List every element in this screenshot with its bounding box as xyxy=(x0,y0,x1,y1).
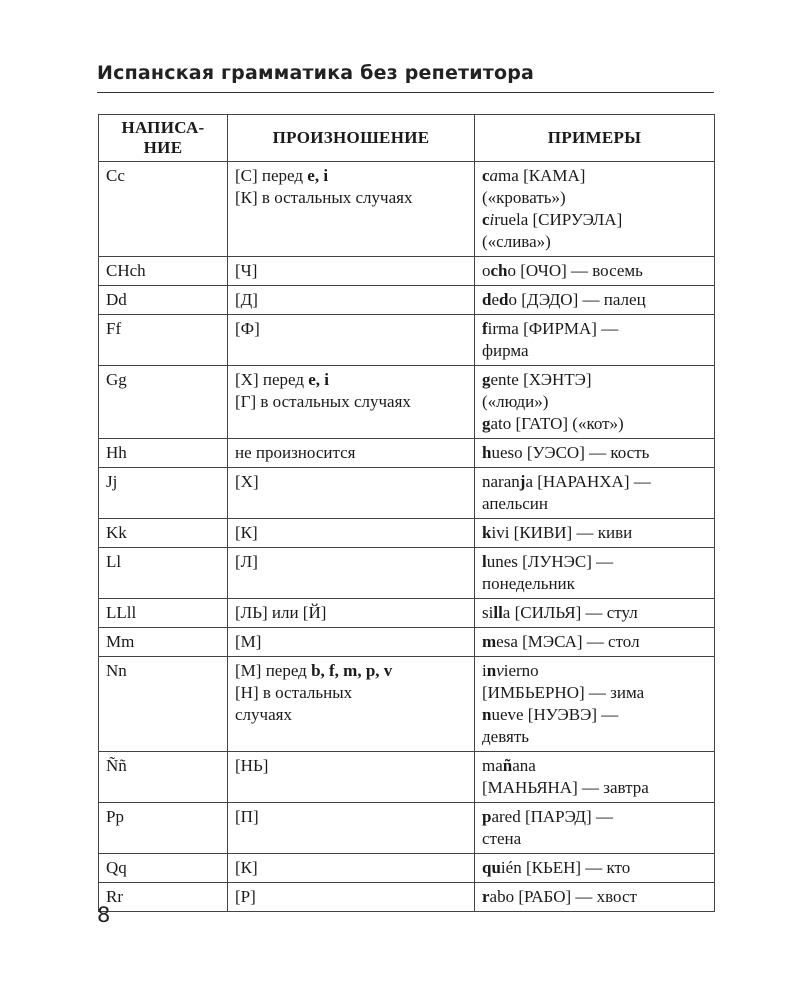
pronunciation-line xyxy=(235,369,468,391)
pronunciation-text: [Г] в остальных случаях xyxy=(235,392,411,411)
example-text: стена xyxy=(482,829,522,848)
pronunciation-text: [ЛЬ] или [Й] xyxy=(235,603,327,622)
table-header xyxy=(99,115,715,162)
example-line xyxy=(482,187,708,209)
example-text: («слива») xyxy=(482,232,551,251)
examples-cell xyxy=(475,315,715,366)
example-text: f xyxy=(482,319,488,338)
example-line xyxy=(482,493,708,515)
pronunciation-text: [М] xyxy=(235,632,262,651)
pronunciation-cell xyxy=(228,628,475,657)
example-line xyxy=(482,602,708,624)
example-text: naran xyxy=(482,472,520,491)
letter-cell: Nn xyxy=(99,657,228,752)
example-text: a xyxy=(489,166,499,185)
pronunciation-cell xyxy=(228,752,475,803)
example-line xyxy=(482,231,708,253)
example-text: irma [ФИРМА] — xyxy=(487,319,619,338)
examples-cell xyxy=(475,883,715,912)
example-text: j xyxy=(519,472,526,491)
example-text: e xyxy=(491,290,500,309)
letter-cell: Mm xyxy=(99,628,228,657)
example-line xyxy=(482,682,708,704)
example-text: n xyxy=(482,705,492,724)
example-line xyxy=(482,289,708,311)
examples-cell xyxy=(475,519,715,548)
example-text: («кровать») xyxy=(482,188,566,207)
example-text: ana xyxy=(512,756,536,775)
header-divider xyxy=(97,92,714,93)
pronunciation-text: [Д] xyxy=(235,290,258,309)
pronunciation-line xyxy=(235,755,468,777)
example-text: ch xyxy=(490,261,508,280)
pronunciation-cell xyxy=(228,883,475,912)
pronunciation-cell xyxy=(228,599,475,628)
table-row xyxy=(99,883,715,912)
pronunciation-text: [П] xyxy=(235,807,259,826)
table-row xyxy=(99,315,715,366)
examples-cell xyxy=(475,628,715,657)
pronunciation-text: e, i xyxy=(307,166,329,185)
example-line xyxy=(482,806,708,828)
example-text: d xyxy=(482,290,492,309)
letter-cell: Dd xyxy=(99,286,228,315)
pronunciation-text: [М] перед xyxy=(235,661,312,680)
example-line xyxy=(482,209,708,231)
examples-cell xyxy=(475,257,715,286)
pronunciation-text: [Х] xyxy=(235,472,259,491)
pronunciation-text: не произносится xyxy=(235,443,356,462)
examples-cell xyxy=(475,803,715,854)
column-header-spelling xyxy=(99,115,228,162)
pronunciation-text: [Н] в остальных xyxy=(235,683,353,702)
table-row xyxy=(99,366,715,439)
table-row xyxy=(99,257,715,286)
examples-cell xyxy=(475,366,715,439)
example-text: ma [КАМА] xyxy=(498,166,586,185)
pronunciation-line xyxy=(235,391,468,413)
example-line xyxy=(482,340,708,362)
column-header-examples: ПРИМЕРЫ xyxy=(475,115,715,162)
example-text: abo [РАБО] — хвост xyxy=(489,887,637,906)
pronunciation-line xyxy=(235,551,468,573)
example-line xyxy=(482,886,708,908)
example-text: ueve [НУЭВЭ] — xyxy=(491,705,619,724)
example-text: o [ОЧО] — восемь xyxy=(507,261,643,280)
examples-cell xyxy=(475,599,715,628)
example-text: фирма xyxy=(482,341,529,360)
example-text: qu xyxy=(482,858,501,877)
example-text: ente [ХЭНТЭ] xyxy=(490,370,592,389)
example-line xyxy=(482,704,708,726)
pronunciation-cell xyxy=(228,854,475,883)
example-line xyxy=(482,777,708,799)
pronunciation-text: [Р] xyxy=(235,887,256,906)
pronunciation-line xyxy=(235,631,468,653)
example-line xyxy=(482,318,708,340)
letter-cell: Kk xyxy=(99,519,228,548)
example-text: ueso [УЭСО] — кость xyxy=(491,443,650,462)
example-line xyxy=(482,573,708,595)
pronunciation-cell xyxy=(228,657,475,752)
example-text: понедельник xyxy=(482,574,575,593)
table-row xyxy=(99,657,715,752)
example-text: апельсин xyxy=(482,494,548,513)
pronunciation-line xyxy=(235,886,468,908)
spanish-alphabet-table xyxy=(98,114,715,912)
example-text: m xyxy=(482,632,497,651)
example-text: («люди») xyxy=(482,392,549,411)
column-header-pronunciation: ПРОИЗНОШЕНИЕ xyxy=(228,115,475,162)
pronunciation-text: [С] перед xyxy=(235,166,308,185)
letter-cell: Cc xyxy=(99,162,228,257)
example-text: i xyxy=(482,661,487,680)
example-line xyxy=(482,522,708,544)
pronunciation-text: [К] в остальных случаях xyxy=(235,188,413,207)
pronunciation-text: [К] xyxy=(235,523,258,542)
example-text: ll xyxy=(493,603,503,622)
pronunciation-line xyxy=(235,187,468,209)
example-text: o xyxy=(482,261,491,280)
pronunciation-text: [К] xyxy=(235,858,258,877)
example-text: ierno xyxy=(503,661,539,680)
example-text: ruela [СИРУЭЛА] xyxy=(494,210,623,229)
example-text: r xyxy=(482,887,490,906)
examples-cell xyxy=(475,286,715,315)
table-row xyxy=(99,854,715,883)
table-body xyxy=(99,162,715,912)
example-text: h xyxy=(482,443,492,462)
examples-cell xyxy=(475,439,715,468)
examples-cell xyxy=(475,468,715,519)
example-text: ato [ГАТО] («кот») xyxy=(490,414,624,433)
pronunciation-text: b, f, m, p, v xyxy=(311,661,393,680)
example-text: c xyxy=(482,210,490,229)
pronunciation-cell xyxy=(228,257,475,286)
examples-cell xyxy=(475,657,715,752)
table-header-row xyxy=(99,115,715,162)
pronunciation-line xyxy=(235,857,468,879)
pronunciation-line xyxy=(235,522,468,544)
example-line xyxy=(482,260,708,282)
letter-cell: Ff xyxy=(99,315,228,366)
example-text: o [ДЭДО] — палец xyxy=(508,290,646,309)
example-text: g xyxy=(482,370,491,389)
example-line xyxy=(482,442,708,464)
pronunciation-line xyxy=(235,471,468,493)
pronunciation-text: [НЬ] xyxy=(235,756,269,775)
example-line xyxy=(482,828,708,850)
letter-cell: LLll xyxy=(99,599,228,628)
example-line xyxy=(482,165,708,187)
letter-cell: Pp xyxy=(99,803,228,854)
example-line xyxy=(482,857,708,879)
table-row xyxy=(99,752,715,803)
example-text: n xyxy=(486,661,497,680)
letter-cell: Gg xyxy=(99,366,228,439)
example-line xyxy=(482,391,708,413)
pronunciation-text: [Ф] xyxy=(235,319,260,338)
pronunciation-text: [Х] перед xyxy=(235,370,309,389)
table-row xyxy=(99,162,715,257)
pronunciation-line xyxy=(235,806,468,828)
pronunciation-line xyxy=(235,602,468,624)
example-text: [ИМБЬЕРНО] — зима xyxy=(482,683,645,702)
example-line xyxy=(482,413,708,435)
example-line xyxy=(482,369,708,391)
example-text: i xyxy=(489,210,495,229)
pronunciation-line xyxy=(235,660,468,682)
example-line xyxy=(482,551,708,573)
letter-cell: Qq xyxy=(99,854,228,883)
letter-cell: Ll xyxy=(99,548,228,599)
pronunciation-text: [Л] xyxy=(235,552,258,571)
page-header-title: Испанская грамматика без репетитора xyxy=(97,62,535,84)
example-text: si xyxy=(482,603,494,622)
examples-cell xyxy=(475,548,715,599)
pronunciation-cell xyxy=(228,366,475,439)
pronunciation-text: [Ч] xyxy=(235,261,258,280)
pronunciation-line xyxy=(235,442,468,464)
example-line xyxy=(482,755,708,777)
example-text: unes [ЛУНЭС] — xyxy=(486,552,614,571)
pronunciation-line xyxy=(235,289,468,311)
example-text: девять xyxy=(482,727,529,746)
pronunciation-line xyxy=(235,682,468,704)
pronunciation-cell xyxy=(228,468,475,519)
example-text: ivi [КИВИ] — киви xyxy=(491,523,633,542)
letter-cell: Hh xyxy=(99,439,228,468)
example-text: p xyxy=(482,807,492,826)
letter-cell: CHch xyxy=(99,257,228,286)
example-text: g xyxy=(482,414,491,433)
example-text: d xyxy=(499,290,509,309)
example-line xyxy=(482,471,708,493)
pronunciation-cell xyxy=(228,162,475,257)
pronunciation-text: случаях xyxy=(235,705,292,724)
pronunciation-cell xyxy=(228,439,475,468)
pronunciation-cell xyxy=(228,286,475,315)
examples-cell xyxy=(475,162,715,257)
example-text: esa [МЭСА] — стол xyxy=(496,632,640,651)
example-line xyxy=(482,631,708,653)
example-text: l xyxy=(482,552,487,571)
letter-cell: Ññ xyxy=(99,752,228,803)
example-text: ared [ПАРЭД] — xyxy=(491,807,613,826)
letter-cell: Jj xyxy=(99,468,228,519)
table-row xyxy=(99,599,715,628)
example-text: a [СИЛЬЯ] — стул xyxy=(502,603,638,622)
example-text: ién [КЬЕН] — кто xyxy=(500,858,631,877)
letter-cell: Rr xyxy=(99,883,228,912)
pronunciation-cell xyxy=(228,803,475,854)
pronunciation-text: e, i xyxy=(308,370,329,389)
examples-cell xyxy=(475,752,715,803)
pronunciation-cell xyxy=(228,315,475,366)
example-text: ñ xyxy=(502,756,513,775)
example-text: ma xyxy=(482,756,503,775)
example-text: a [НАРАНХА] — xyxy=(525,472,651,491)
pronunciation-line xyxy=(235,704,468,726)
pronunciation-line xyxy=(235,165,468,187)
table-row xyxy=(99,286,715,315)
pronunciation-line xyxy=(235,318,468,340)
page-number: 8 xyxy=(97,903,111,927)
example-line xyxy=(482,660,708,682)
examples-cell xyxy=(475,854,715,883)
example-text: [МАНЬЯНА] — завтра xyxy=(482,778,649,797)
example-line xyxy=(482,726,708,748)
table-row xyxy=(99,439,715,468)
example-text: v xyxy=(496,661,504,680)
pronunciation-cell xyxy=(228,548,475,599)
pronunciation-line xyxy=(235,260,468,282)
column-header-spelling-line: НАПИСА- НИЕ xyxy=(121,118,205,157)
example-text: c xyxy=(482,166,490,185)
pronunciation-cell xyxy=(228,519,475,548)
table-row xyxy=(99,628,715,657)
table-row xyxy=(99,803,715,854)
table-row xyxy=(99,548,715,599)
table-row xyxy=(99,468,715,519)
example-text: k xyxy=(482,523,492,542)
table-row xyxy=(99,519,715,548)
